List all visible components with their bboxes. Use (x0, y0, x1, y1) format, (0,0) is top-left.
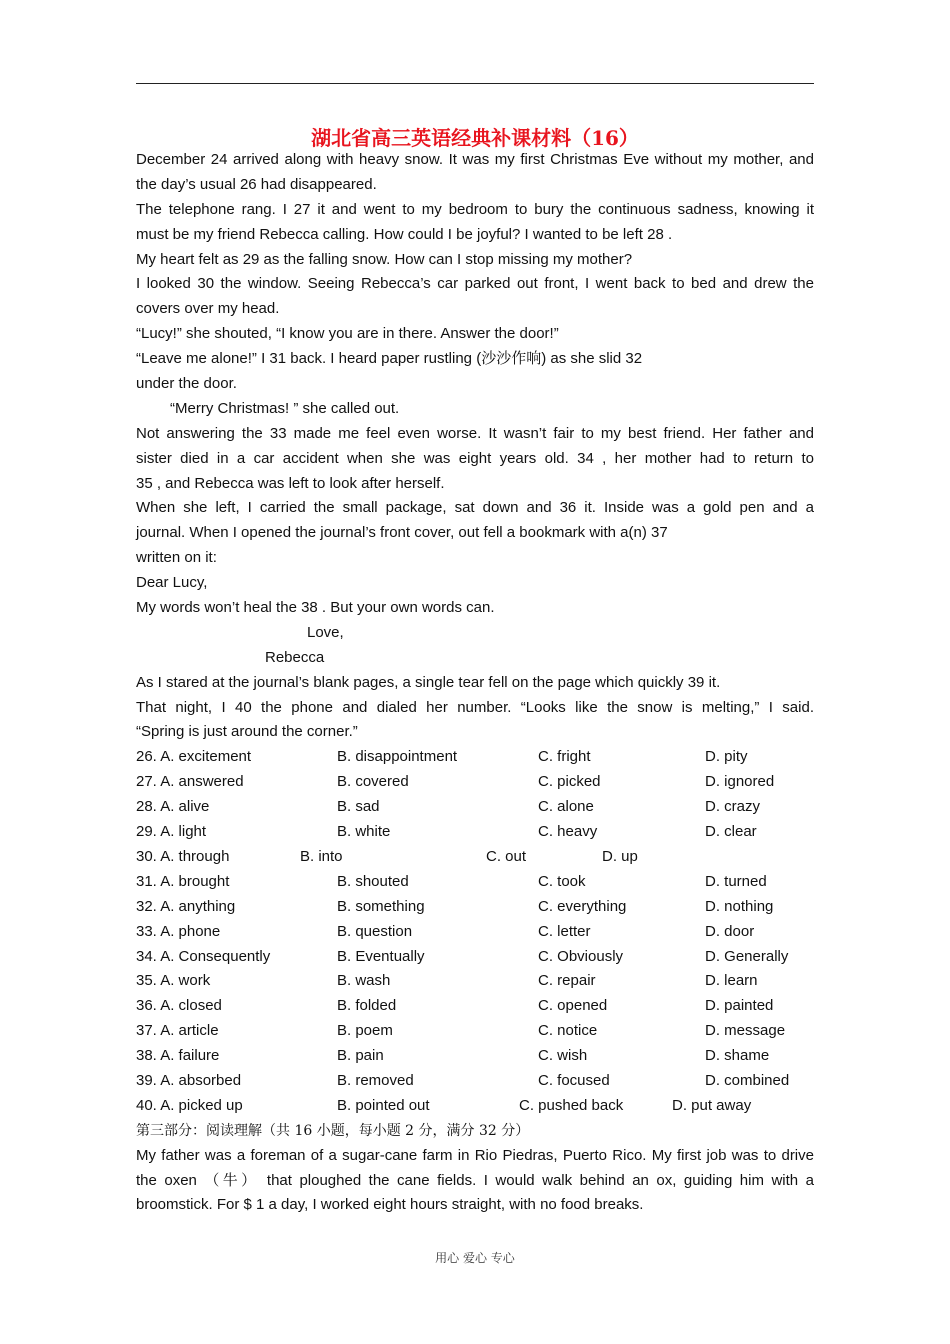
option-choice: 32. A. anything (136, 897, 236, 915)
option-choice: 31. A. brought (136, 872, 230, 890)
section-text-line: broomstick. For $ 1 a day, I worked eight hours straight, with no food breaks. (136, 1196, 644, 1214)
option-choice: D. pity (705, 748, 748, 766)
passage-line: under the door. (136, 375, 237, 393)
option-choice: B. something (337, 897, 425, 915)
section-text-line: the oxen （牛） that ploughed the cane fields. I would walk behind an ox, guiding him with a (136, 1171, 814, 1189)
option-row (136, 920, 814, 945)
option-choice: 29. A. light (136, 823, 207, 841)
option-row (136, 770, 814, 795)
passage-line: When she left, I carried the small package, sat down and 36 it. Inside was a gold pen and a (136, 499, 814, 517)
option-choice: 36. A. closed (136, 997, 222, 1015)
option-choice: C. letter (538, 922, 591, 940)
option-choice: D. message (705, 1022, 786, 1040)
option-choice: C. focused (538, 1071, 610, 1089)
passage-line: Rebecca (265, 648, 325, 666)
passage-line: “Leave me alone!” I 31 back. I heard paper rustling (沙沙作响) as she slid 32 (136, 350, 643, 368)
option-choice: B. sad (337, 798, 380, 816)
option-choice: 38. A. failure (136, 1047, 220, 1065)
option-choice: B. pointed out (337, 1096, 430, 1114)
option-choice: C. took (538, 872, 586, 890)
option-row (136, 1094, 814, 1119)
option-choice: B. poem (337, 1022, 393, 1040)
passage-line: “Lucy!” she shouted, “I know you are in there. Answer the door!” (136, 325, 559, 343)
option-choice: D. ignored (705, 773, 775, 791)
option-choice: B. disappointment (337, 748, 458, 766)
option-choice: 39. A. absorbed (136, 1071, 242, 1089)
option-choice: B. folded (337, 997, 397, 1015)
option-choice: D. painted (705, 997, 774, 1015)
option-choice: D. clear (705, 823, 757, 841)
document-body (136, 148, 814, 1218)
option-row (136, 945, 814, 970)
option-choice: D. door (705, 922, 755, 940)
options-list (136, 745, 814, 1118)
passage-line: must be my friend Rebecca calling. How could I be joyful? I wanted to be left 28 . (136, 225, 673, 243)
passage-line: As I stared at the journal’s blank pages, a single tear fell on the page which quickly 39 it. (136, 673, 721, 691)
option-choice: D. put away (672, 1096, 752, 1114)
passage-line: December 24 arrived along with heavy snow. It was my first Christmas Eve without my mother, and (136, 151, 814, 168)
passage-line: That night, I 40 the phone and dialed her number. “Looks like the snow is melting,” I said. (136, 698, 814, 716)
passage-line: journal. When I opened the journal’s front cover, out fell a bookmark with a(n) 37 (136, 524, 668, 542)
passage-line: “Spring is just around the corner.” (136, 723, 358, 741)
option-choice: 34. A. Consequently (136, 947, 271, 965)
passage-line: My words won’t heal the 38 . But your own words can. (136, 599, 495, 617)
option-row (136, 895, 814, 920)
page-title: 湖北省高三英语经典补课材料（16） (311, 126, 639, 150)
option-choice: C. notice (538, 1022, 598, 1040)
option-choice: C. wish (538, 1047, 588, 1065)
passage-line: sister died in a car accident when she was eight years old. 34 , her mother had to return to (136, 449, 814, 467)
passage-line: the day’s usual 26 had disappeared. (136, 175, 377, 193)
option-row (136, 870, 814, 895)
option-choice: C. opened (538, 997, 608, 1015)
passage-line: 35 , and Rebecca was left to look after herself. (136, 474, 445, 492)
option-choice: C. out (486, 847, 527, 865)
page-footer: 用心 爱心 专心 (435, 1251, 515, 1265)
option-choice: C. heavy (538, 823, 598, 841)
passage-line: My heart felt as 29 as the falling snow. How can I stop missing my mother? (136, 250, 633, 268)
header-rule (136, 83, 814, 84)
option-choice: C. Obviously (538, 947, 624, 965)
option-row (136, 1069, 814, 1094)
option-choice: C. pushed back (519, 1096, 624, 1114)
passage-line: written on it: (136, 549, 217, 567)
passage-line: Love, (307, 623, 344, 641)
option-choice: B. shouted (337, 872, 409, 890)
option-choice: 30. A. through (136, 847, 230, 865)
option-choice: D. combined (705, 1071, 790, 1089)
section-text-line: My father was a foreman of a sugar-cane farm in Rio Piedras, Puerto Rico. My first job was to drive (136, 1146, 814, 1164)
option-choice: B. Eventually (337, 947, 425, 965)
option-choice: D. learn (705, 972, 758, 990)
option-choice: B. question (337, 922, 413, 940)
option-choice: B. into (300, 847, 343, 865)
option-row (136, 845, 814, 870)
option-row (136, 1044, 814, 1069)
option-choice: 28. A. alive (136, 798, 210, 816)
passage-line: “Merry Christmas! ” she called out. (170, 399, 400, 417)
option-row (136, 795, 814, 820)
option-choice: 37. A. article (136, 1022, 219, 1040)
option-choice: C. everything (538, 897, 627, 915)
option-choice: B. white (337, 823, 391, 841)
option-choice: C. alone (538, 798, 594, 816)
option-choice: B. removed (337, 1071, 414, 1089)
option-row (136, 994, 814, 1019)
option-choice: 33. A. phone (136, 922, 221, 940)
option-choice: 40. A. picked up (136, 1096, 243, 1114)
option-choice: B. pain (337, 1047, 384, 1065)
option-row (136, 1019, 814, 1044)
option-choice: 27. A. answered (136, 773, 244, 791)
option-choice: B. covered (337, 773, 409, 791)
passage-line: The telephone rang. I 27 it and went to my bedroom to bury the continuous sadness, knowing it (136, 200, 814, 218)
passage-line: I looked 30 the window. Seeing Rebecca’s car parked out front, I went back to bed and drew the (136, 275, 814, 293)
option-choice: 26. A. excitement (136, 748, 252, 766)
passage-line: covers over my head. (136, 300, 280, 318)
option-choice: B. wash (337, 972, 391, 990)
passage-line: Not answering the 33 made me feel even worse. It wasn’t fair to my best friend. Her father and (136, 424, 814, 442)
option-row (136, 820, 814, 845)
option-choice: D. Generally (705, 947, 789, 965)
option-row (136, 745, 814, 770)
option-choice: C. fright (538, 748, 591, 766)
option-choice: C. picked (538, 773, 601, 791)
option-choice: D. up (602, 847, 638, 865)
option-choice: D. crazy (705, 798, 761, 816)
option-choice: D. nothing (705, 897, 774, 915)
option-choice: D. turned (705, 872, 767, 890)
passage-line: Dear Lucy, (136, 574, 208, 592)
option-row (136, 969, 814, 994)
option-choice: 35. A. work (136, 972, 211, 990)
option-choice: D. shame (705, 1047, 770, 1065)
section-heading: 第三部分：阅读理解（共 16 小题，每小题 2 分，满分 32 分） (136, 1122, 530, 1139)
option-choice: C. repair (538, 972, 596, 990)
